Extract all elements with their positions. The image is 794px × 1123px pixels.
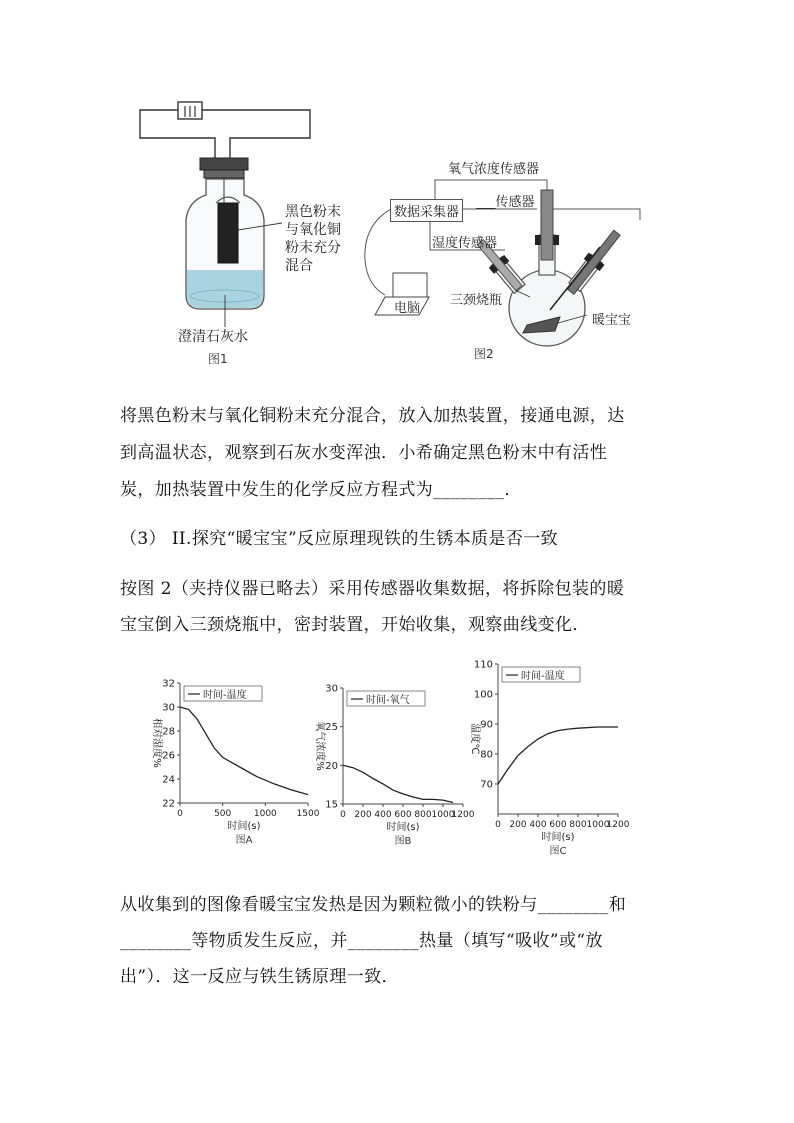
y-tick-label: 28 bbox=[162, 726, 175, 738]
powder-label-line: 黑色粉末 bbox=[285, 204, 341, 220]
text-line: 出”）．这一反应与铁生锈原理一致． bbox=[120, 967, 399, 987]
legend-label: 时间-温度 bbox=[521, 671, 565, 682]
x-tick-label: 1000 bbox=[253, 809, 277, 819]
y-axis-label: 氧气浓度% bbox=[314, 721, 325, 771]
humidity-sensor-label: 湿度传感器 bbox=[432, 236, 498, 251]
legend-label: 时间-温度 bbox=[203, 690, 247, 701]
x-tick-label: 1000 bbox=[586, 820, 610, 830]
computer-label: 电脑 bbox=[394, 301, 421, 316]
y-tick-label: 24 bbox=[162, 774, 175, 786]
data-collector-text: 数据采集器 bbox=[394, 205, 460, 220]
text-line: 从收集到的图像看暖宝宝发热是因为颗粒微小的铁粉与________和 bbox=[120, 895, 627, 915]
hand-warmer-label: 暖宝宝 bbox=[592, 313, 632, 328]
y-tick-label: 80 bbox=[480, 749, 493, 761]
x-tick-label: 600 bbox=[549, 820, 567, 830]
oxygen-sensor-probe bbox=[541, 190, 553, 260]
x-tick-label: 1000 bbox=[431, 810, 455, 820]
x-tick-label: 1200 bbox=[606, 820, 630, 830]
y-tick-label: 100 bbox=[473, 689, 493, 701]
x-tick-label: 0 bbox=[495, 820, 501, 830]
computer bbox=[393, 273, 427, 297]
flask-label: 三颈烧瓶 bbox=[450, 293, 503, 308]
chart-c-temperature bbox=[460, 652, 635, 858]
y-tick-label: 90 bbox=[480, 719, 493, 731]
figure2-caption: 图2 bbox=[474, 347, 494, 361]
powder-label bbox=[285, 203, 341, 275]
chart-caption: 图B bbox=[394, 836, 412, 847]
x-tick-label: 1500 bbox=[296, 809, 320, 819]
limewater-label: 澄清石灰水 bbox=[178, 329, 248, 345]
x-tick-label: 200 bbox=[354, 810, 372, 820]
y-axis-label: 温度℃ bbox=[469, 723, 480, 755]
x-tick-label: 500 bbox=[214, 809, 232, 819]
x-tick-label: 0 bbox=[340, 810, 346, 820]
chart-a-humidity bbox=[138, 668, 323, 858]
chart-caption: 图C bbox=[549, 846, 567, 857]
powder-label-line: 粉末充分 bbox=[285, 240, 341, 256]
x-tick-label: 200 bbox=[509, 820, 527, 830]
x-tick-label: 400 bbox=[529, 820, 547, 830]
x-tick-label: 0 bbox=[177, 809, 183, 819]
powder-label-line: 与氧化铜 bbox=[285, 222, 341, 238]
paragraph-3 bbox=[120, 887, 626, 995]
oxygen-sensor-label: 氧气浓度传感器 bbox=[448, 162, 540, 177]
y-tick-label: 22 bbox=[162, 798, 175, 810]
y-tick-label: 15 bbox=[325, 799, 338, 811]
data-collector-label bbox=[390, 199, 463, 222]
x-axis-label: 时间(s) bbox=[227, 821, 261, 832]
stopper bbox=[200, 158, 248, 170]
y-tick-label: 26 bbox=[162, 750, 175, 762]
text-line: ________等物质发生反应，并________热量（填写“吸收”或“放 bbox=[120, 931, 603, 951]
text-line: 到高温状态，观察到石灰水变浑浊．小希确定黑色粉末中有活性 bbox=[120, 443, 608, 463]
series-line bbox=[343, 765, 453, 802]
chart-caption: 图A bbox=[235, 835, 253, 846]
question-3-heading: （3） II.探究“暖宝宝”反应原理现铁的生锈本质是否一致 bbox=[120, 529, 559, 549]
x-axis-label: 时间(s) bbox=[541, 832, 575, 843]
text-line: 宝宝倒入三颈烧瓶中，密封装置，开始收集，观察曲线变化． bbox=[120, 615, 590, 635]
y-axis-label: 相对湿度% bbox=[151, 718, 162, 768]
series-line bbox=[498, 727, 618, 784]
y-tick-label: 30 bbox=[162, 702, 175, 714]
y-tick-label: 20 bbox=[325, 760, 338, 772]
text-line: 炭，加热装置中发生的化学反应方程式为________． bbox=[120, 480, 522, 500]
text-line: 将黑色粉末与氧化铜粉末充分混合，放入加热装置，接通电源，达 bbox=[120, 406, 625, 426]
temperature-probe bbox=[568, 230, 620, 294]
x-axis-label: 时间(s) bbox=[386, 822, 420, 833]
paragraph-2 bbox=[120, 571, 624, 643]
x-tick-label: 800 bbox=[414, 810, 432, 820]
y-tick-label: 70 bbox=[480, 779, 493, 791]
y-tick-label: 110 bbox=[473, 659, 493, 671]
x-tick-label: 1200 bbox=[451, 810, 475, 820]
figure1-caption: 图1 bbox=[208, 352, 228, 366]
powder-tube bbox=[218, 203, 238, 263]
x-tick-label: 800 bbox=[569, 820, 587, 830]
text-line: 按图 2（夹持仪器已略去）采用传感器收集数据，将拆除包装的暖 bbox=[120, 579, 625, 599]
legend-label: 时间-氧气 bbox=[366, 695, 410, 706]
series-line bbox=[180, 707, 308, 795]
y-tick-label: 30 bbox=[325, 683, 338, 695]
sensor-blank-label: ___传感器 bbox=[476, 195, 535, 210]
y-tick-label: 32 bbox=[162, 678, 175, 690]
y-tick-label: 25 bbox=[325, 722, 338, 734]
powder-label-line: 混合 bbox=[285, 258, 313, 274]
chart-b-oxygen bbox=[305, 668, 480, 858]
x-tick-label: 400 bbox=[374, 810, 392, 820]
x-tick-label: 600 bbox=[394, 810, 412, 820]
paragraph-1 bbox=[120, 398, 625, 509]
